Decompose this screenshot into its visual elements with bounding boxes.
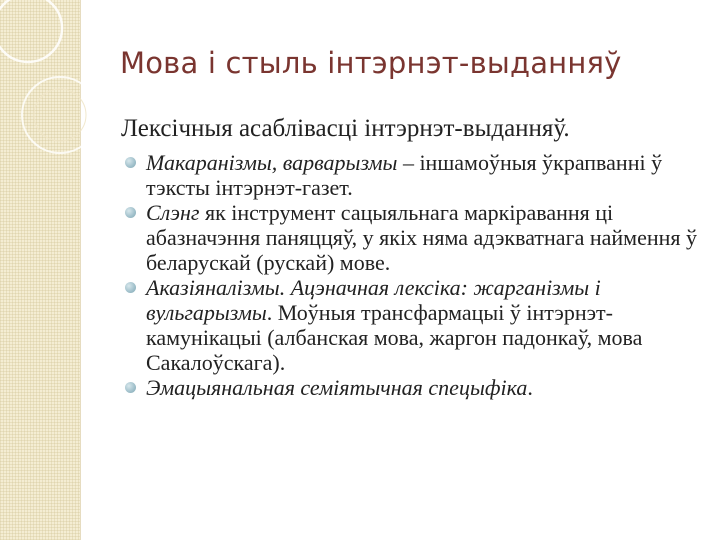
bullet-italic-text: Слэнг — [146, 200, 200, 225]
bullet-icon — [125, 282, 136, 293]
bullet-italic-text: Макаранізмы, варварызмы — [146, 150, 398, 175]
bullet-list — [121, 150, 701, 400]
bullet-italic-text: Эмацыянальная семіятычная спецыфіка — [146, 375, 528, 400]
bullet-icon — [125, 157, 136, 168]
bullet-text: як інструмент сацыяльнага маркіравання ці абазначэння паняццяў, у якіх няма адэкватнага наймення ў беларускай (рускай) мове. — [146, 200, 698, 275]
slide-title: Мова і стыль інтэрнэт-выданняў — [120, 46, 622, 80]
bullet-text: . — [527, 375, 533, 400]
bullet-text: – іншамоўныя ўкрапванні ў тэксты інтэрнэт-газет. — [146, 150, 663, 200]
list-item — [121, 200, 701, 275]
bullet-italic-text: Аказіяналізмы. Ацэначная лексіка: жарганізмы і вульгарызмы — [146, 275, 601, 325]
bullet-text: . Моўныя трансфармацыі ў інтэрнэт-камунікацыі (албанская мова, жаргон падонкаў, мова Сакалоўскага). — [146, 300, 643, 375]
section-heading: Лексічныя асаблівасці інтэрнэт-выданняў. — [121, 115, 570, 142]
list-item — [121, 275, 701, 375]
decorative-circles — [0, 0, 140, 160]
bullet-icon — [125, 382, 136, 393]
list-item — [121, 150, 701, 200]
list-item — [121, 375, 701, 400]
bullet-icon — [125, 207, 136, 218]
